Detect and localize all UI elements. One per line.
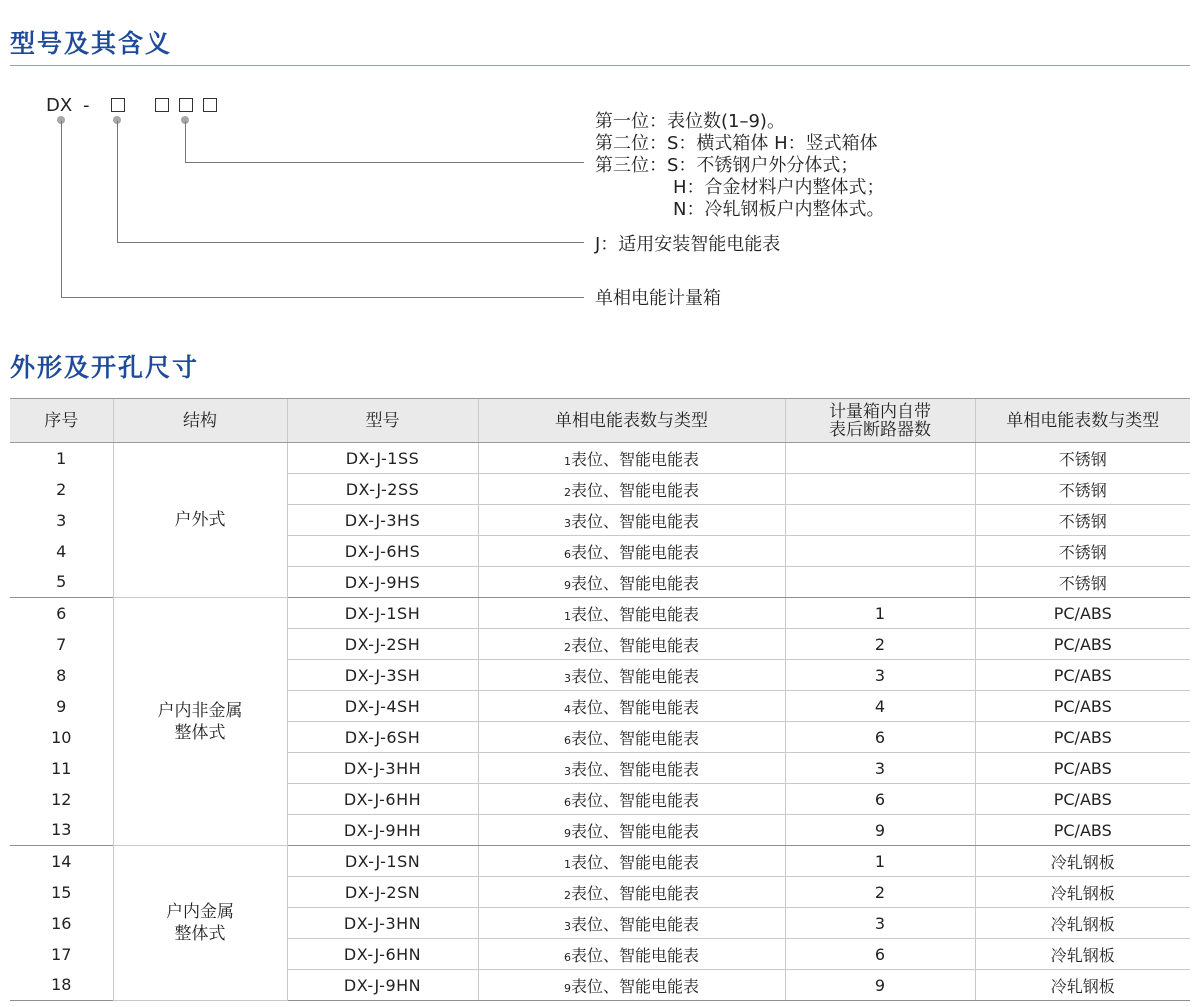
- cell-no: 7: [56, 634, 67, 654]
- meter-count: 2: [563, 888, 571, 902]
- cell-model: DX-J-3HN: [287, 908, 478, 939]
- cell-no: 6: [56, 603, 67, 623]
- cell-structure: 户内非金属 整体式: [113, 598, 287, 846]
- cell-no: 8: [56, 665, 67, 685]
- meter-type-text: 表位、智能电能表: [570, 759, 699, 779]
- cell-material: 不锈钢: [975, 443, 1190, 474]
- cell-no: 18: [10, 970, 113, 1001]
- cell-no: 2: [56, 479, 67, 499]
- position-description-3h: H：合金材料户内整体式；: [673, 177, 885, 198]
- cell-meter-type: [478, 474, 785, 505]
- cell-no: 12: [51, 789, 72, 809]
- cell-breaker-count: 6: [785, 784, 975, 815]
- cell-meter-type: [478, 598, 785, 629]
- meter-type-text: 表位、智能电能表: [570, 790, 699, 810]
- meter-type-text: 表位、智能电能表: [570, 914, 699, 934]
- meter-count: 6: [563, 733, 571, 747]
- cell-model: DX-J-3HH: [287, 753, 478, 784]
- model-spec-table: [10, 398, 1190, 1001]
- leader-line: [117, 242, 584, 243]
- header-no: 序号: [10, 399, 113, 443]
- meter-count: 4: [563, 702, 571, 716]
- model-prefix: DX: [46, 95, 73, 116]
- cell-model: DX-J-1SH: [287, 598, 478, 629]
- code-placeholder-box: [155, 98, 169, 112]
- cell-breaker-count: 4: [785, 691, 975, 722]
- cell-breaker-count: 3: [785, 908, 975, 939]
- code-placeholder-box: [179, 98, 193, 112]
- meter-type-text: 表位、智能电能表: [570, 666, 699, 686]
- cell-material: 冷轧钢板: [975, 877, 1190, 908]
- cell-breaker-count: 6: [785, 722, 975, 753]
- section-title-dimensions: 外形及开孔尺寸: [10, 353, 200, 382]
- cell-meter-type: [478, 908, 785, 939]
- cell-model: DX-J-3HS: [287, 505, 478, 536]
- header-breaker-count: 计量箱内自带 表后断路器数: [785, 399, 975, 443]
- cell-meter-type: [478, 815, 785, 846]
- table-body: [10, 443, 1190, 1001]
- meter-count: 6: [563, 547, 571, 561]
- position-description-3n: N：冷轧钢板户内整体式。: [673, 199, 885, 220]
- cell-meter-type: [478, 846, 785, 877]
- cell-material: PC/ABS: [975, 753, 1190, 784]
- cell-model: DX-J-2SS: [287, 474, 478, 505]
- cell-breaker-count: 3: [785, 753, 975, 784]
- meter-count: 3: [563, 516, 571, 530]
- meter-count: 3: [563, 764, 571, 778]
- cell-model: DX-J-9HH: [287, 815, 478, 846]
- position-descriptions: [595, 111, 885, 221]
- meter-count: 6: [563, 950, 571, 964]
- meter-count: 3: [563, 919, 571, 933]
- meter-count: 6: [563, 795, 571, 809]
- product-meaning: 单相电能计量箱: [595, 288, 721, 309]
- cell-model: DX-J-6HS: [287, 536, 478, 567]
- cell-model: DX-J-1SN: [287, 846, 478, 877]
- cell-no: 9: [56, 696, 67, 716]
- model-dash: -: [83, 95, 90, 116]
- cell-no: 1: [56, 448, 67, 468]
- cell-material: PC/ABS: [975, 722, 1190, 753]
- cell-meter-type: [478, 443, 785, 474]
- cell-meter-type: [478, 970, 785, 1001]
- meter-type-text: 表位、智能电能表: [570, 852, 699, 872]
- table-row: [10, 443, 1190, 474]
- header-structure: 结构: [113, 399, 287, 443]
- leader-line: [185, 162, 584, 163]
- cell-model: DX-J-2SN: [287, 877, 478, 908]
- cell-model: DX-J-6SH: [287, 722, 478, 753]
- meter-count: 2: [563, 640, 571, 654]
- section-divider: [10, 65, 1190, 66]
- leader-line: [185, 121, 186, 162]
- cell-model: DX-J-6HH: [287, 784, 478, 815]
- meter-type-text: 表位、智能电能表: [570, 511, 699, 531]
- meter-type-text: 表位、智能电能表: [570, 542, 699, 562]
- cell-structure: 户外式: [113, 443, 287, 598]
- cell-breaker-count: 1: [785, 598, 975, 629]
- cell-meter-type: [478, 505, 785, 536]
- cell-material: PC/ABS: [975, 815, 1190, 846]
- cell-material: PC/ABS: [975, 691, 1190, 722]
- cell-material: 冷轧钢板: [975, 970, 1190, 1001]
- meter-type-text: 表位、智能电能表: [570, 449, 699, 469]
- cell-material: PC/ABS: [975, 629, 1190, 660]
- cell-meter-type: [478, 660, 785, 691]
- cell-meter-type: [478, 722, 785, 753]
- meter-type-text: 表位、智能电能表: [570, 697, 699, 717]
- cell-material: PC/ABS: [975, 784, 1190, 815]
- cell-material: 冷轧钢板: [975, 939, 1190, 970]
- cell-no: 5: [10, 567, 113, 598]
- cell-material: 不锈钢: [975, 505, 1190, 536]
- cell-breaker-count: [785, 536, 975, 567]
- leader-line: [117, 121, 118, 242]
- cell-meter-type: [478, 536, 785, 567]
- cell-model: DX-J-4SH: [287, 691, 478, 722]
- cell-no: 15: [51, 882, 72, 902]
- header-meter-type: 单相电能表数与类型: [478, 399, 785, 443]
- cell-no: 16: [51, 913, 72, 933]
- cell-no: 17: [51, 944, 72, 964]
- cell-structure: 户内金属 整体式: [113, 846, 287, 1001]
- cell-model: DX-J-9HN: [287, 970, 478, 1001]
- cell-no: 13: [10, 815, 113, 846]
- cell-model: DX-J-1SS: [287, 443, 478, 474]
- cell-material: 不锈钢: [975, 536, 1190, 567]
- meter-type-text: 表位、智能电能表: [570, 635, 699, 655]
- cell-meter-type: [478, 753, 785, 784]
- cell-model: DX-J-2SH: [287, 629, 478, 660]
- cell-no: 3: [56, 510, 67, 530]
- cell-breaker-count: [785, 443, 975, 474]
- cell-meter-type: [478, 567, 785, 598]
- cell-breaker-count: 9: [785, 970, 975, 1001]
- code-placeholder-box: [111, 98, 125, 112]
- cell-breaker-count: 2: [785, 629, 975, 660]
- leader-line: [61, 121, 62, 297]
- position-description-2: 第二位：S：横式箱体 H：竖式箱体: [595, 133, 878, 154]
- cell-breaker-count: [785, 474, 975, 505]
- meter-count: 1: [563, 609, 571, 623]
- cell-meter-type: [478, 784, 785, 815]
- table-row: [10, 598, 1190, 629]
- cell-material: 不锈钢: [975, 567, 1190, 598]
- cell-meter-type: [478, 939, 785, 970]
- position-description-3: 第三位：S：不锈钢户外分体式；: [595, 155, 859, 176]
- cell-breaker-count: 2: [785, 877, 975, 908]
- position-description-1: 第一位：表位数(1–9)。: [595, 111, 785, 132]
- code-placeholder-box: [203, 98, 217, 112]
- j-meaning: J：适用安装智能电能表: [595, 234, 781, 255]
- cell-model: DX-J-6HN: [287, 939, 478, 970]
- cell-material: 冷轧钢板: [975, 908, 1190, 939]
- cell-model: DX-J-9HS: [287, 567, 478, 598]
- cell-no: 14: [51, 851, 72, 871]
- meter-count: 3: [563, 671, 571, 685]
- table-header-row: [10, 399, 1190, 443]
- meter-type-text: 表位、智能电能表: [570, 821, 699, 841]
- cell-material: 不锈钢: [975, 474, 1190, 505]
- section-title-model-meaning: 型号及其含义: [10, 29, 173, 58]
- leader-line: [61, 297, 584, 298]
- cell-breaker-count: [785, 567, 975, 598]
- cell-breaker-count: 9: [785, 815, 975, 846]
- meter-count: 1: [563, 857, 571, 871]
- cell-breaker-count: 1: [785, 846, 975, 877]
- meter-type-text: 表位、智能电能表: [570, 480, 699, 500]
- cell-meter-type: [478, 691, 785, 722]
- meter-type-text: 表位、智能电能表: [570, 604, 699, 624]
- meter-type-text: 表位、智能电能表: [570, 976, 699, 996]
- cell-material: PC/ABS: [975, 598, 1190, 629]
- meter-count: 1: [563, 454, 571, 468]
- cell-breaker-count: 6: [785, 939, 975, 970]
- cell-no: 10: [51, 727, 72, 747]
- meter-count: 9: [563, 826, 571, 840]
- cell-meter-type: [478, 877, 785, 908]
- cell-model: DX-J-3SH: [287, 660, 478, 691]
- meter-count: 9: [563, 981, 571, 995]
- header-model: 型号: [287, 399, 478, 443]
- cell-material: PC/ABS: [975, 660, 1190, 691]
- meter-type-text: 表位、智能电能表: [570, 945, 699, 965]
- cell-no: 4: [56, 541, 67, 561]
- cell-breaker-count: [785, 505, 975, 536]
- cell-breaker-count: 3: [785, 660, 975, 691]
- table-row: [10, 846, 1190, 877]
- cell-meter-type: [478, 629, 785, 660]
- meter-count: 2: [563, 485, 571, 499]
- header-material: 单相电能表数与类型: [975, 399, 1190, 443]
- meter-type-text: 表位、智能电能表: [570, 573, 699, 593]
- meter-type-text: 表位、智能电能表: [570, 728, 699, 748]
- meter-type-text: 表位、智能电能表: [570, 883, 699, 903]
- meter-count: 9: [563, 578, 571, 592]
- cell-no: 11: [51, 758, 72, 778]
- cell-material: 冷轧钢板: [975, 846, 1190, 877]
